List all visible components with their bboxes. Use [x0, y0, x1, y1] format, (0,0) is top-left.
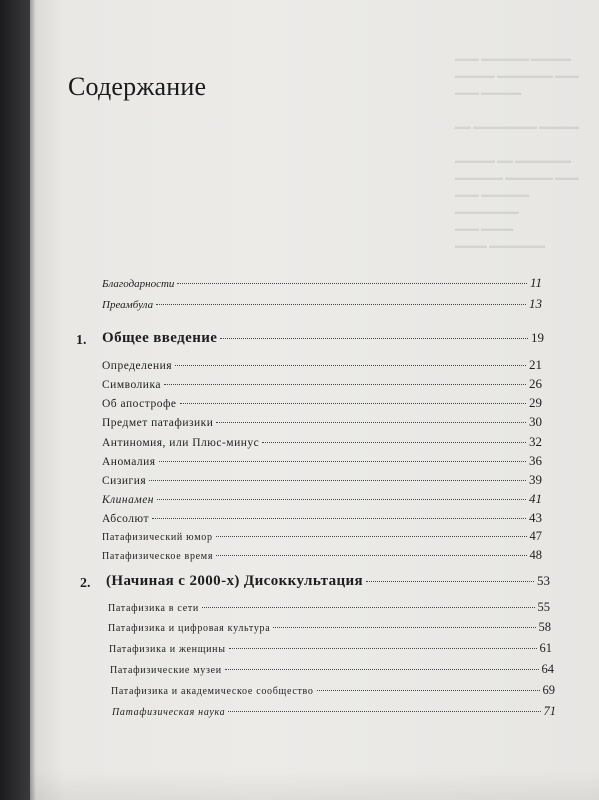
toc-entry-label: Сизигия — [102, 475, 147, 487]
toc-entry-page: 58 — [538, 620, 551, 634]
toc-entry-preamble[interactable] — [102, 296, 542, 312]
page-bottom-shadow — [30, 770, 599, 800]
toc-entry-page: 55 — [537, 600, 550, 614]
leader-dots — [220, 338, 528, 339]
toc-entry[interactable] — [102, 414, 542, 430]
toc-entry-label: Клинамен — [102, 494, 155, 506]
toc-entry[interactable] — [102, 510, 542, 526]
toc-entry-label: Патафизическая наука — [112, 707, 226, 718]
leader-dots — [216, 555, 526, 556]
toc-entry-page: 39 — [529, 472, 542, 487]
toc-entry-page: 29 — [529, 395, 542, 410]
toc-entry-page: 47 — [529, 529, 542, 543]
leader-dots — [216, 536, 527, 537]
toc-entry-page: 36 — [529, 453, 542, 468]
toc-entry-label: Патафизическое время — [102, 551, 214, 562]
toc-entry[interactable] — [108, 620, 551, 635]
toc-entry[interactable] — [102, 529, 542, 544]
toc-entry-label: Патафизика и цифровая культура — [108, 623, 271, 634]
leader-dots — [262, 442, 526, 443]
toc-chapter-1[interactable] — [102, 330, 544, 347]
toc-entry[interactable] — [102, 548, 542, 563]
leader-dots — [175, 365, 526, 366]
leader-dots — [164, 384, 526, 385]
toc-entry-page: 48 — [529, 548, 542, 562]
toc-entry-page: 43 — [529, 510, 542, 525]
toc-entry[interactable] — [102, 434, 542, 450]
toc-entry[interactable] — [108, 600, 550, 615]
toc-entry[interactable] — [112, 704, 556, 719]
toc-entry-page: 71 — [543, 704, 556, 718]
leader-dots — [149, 480, 526, 481]
page-gutter — [30, 0, 36, 800]
leader-dots — [366, 581, 534, 582]
toc-entry[interactable] — [102, 376, 542, 392]
leader-dots — [228, 711, 540, 712]
leader-dots — [202, 607, 535, 608]
toc-entry[interactable] — [102, 357, 542, 373]
chapter-title: (Начиная с 2000-х) Дисоккультация — [106, 573, 364, 589]
bleed-through-text: ▬▬▬ ▬▬▬▬▬▬ ▬▬▬▬▬ ▬▬▬▬▬ ▬▬▬▬▬▬▬ ▬▬▬ ▬▬▬ ▬▬▬▬▬ ▬▬ ▬▬▬▬▬▬▬▬ ▬▬▬▬▬ ▬▬▬▬▬ ▬▬ ▬▬▬▬▬▬▬ ▬▬▬▬▬▬ ▬▬▬▬▬▬ ▬▬▬ ▬▬▬ ▬▬▬▬▬▬ ▬▬▬▬▬▬▬▬ ▬▬▬ ▬▬▬▬ ▬▬▬▬ ▬▬▬▬▬▬▬ — [455, 54, 579, 250]
toc-chapter-2[interactable] — [106, 573, 550, 590]
toc-entry-label: Антиномия, или Плюс-минус — [102, 437, 260, 449]
chapter-title: Общее введение — [102, 330, 218, 346]
toc-entry[interactable] — [110, 662, 554, 677]
leader-dots — [177, 283, 527, 284]
toc-entry-label: Патафизика и женщины — [109, 644, 226, 655]
toc-entry-page: 13 — [529, 296, 542, 311]
toc-entry[interactable] — [102, 395, 542, 411]
leader-dots — [157, 499, 526, 500]
toc-entry-page: 64 — [541, 662, 554, 676]
leader-dots — [156, 304, 526, 305]
toc-entry-page: 69 — [542, 683, 555, 697]
toc-entry-page: 11 — [529, 275, 542, 290]
leader-dots — [180, 403, 526, 404]
toc-entry-page: 32 — [529, 434, 542, 449]
toc-entry-label: Патафизический юмор — [102, 532, 213, 543]
toc-entry-label: Патафизические музеи — [110, 665, 222, 676]
leader-dots — [317, 690, 540, 691]
toc-entry-label: Символика — [102, 379, 161, 391]
toc-entry-page: 61 — [539, 641, 552, 655]
toc-entry-label: Преамбула — [102, 299, 154, 311]
chapter-number: 1. — [76, 333, 87, 348]
leader-dots — [216, 422, 526, 423]
toc-entry[interactable] — [109, 641, 552, 656]
leader-dots — [273, 627, 535, 628]
toc-entry-page: 26 — [529, 376, 542, 391]
toc-entry[interactable] — [111, 683, 555, 698]
toc-entry-page: 30 — [529, 414, 542, 429]
chapter-page: 53 — [537, 573, 550, 588]
toc-entry-page: 21 — [529, 357, 542, 372]
leader-dots — [229, 648, 537, 649]
toc-entry-label: Патафизика в сети — [108, 603, 199, 614]
leader-dots — [152, 518, 526, 519]
toc-entry-label: Предмет патафизики — [102, 417, 214, 429]
page-title: Содержание — [68, 72, 207, 101]
book-page — [30, 0, 599, 800]
toc-entry-page: 41 — [529, 491, 542, 506]
toc-entry-acknowledgements[interactable] — [102, 275, 542, 291]
chapter-number: 2. — [80, 576, 91, 591]
toc-entry-label: Аномалия — [102, 456, 156, 468]
toc-entry[interactable] — [102, 453, 542, 469]
chapter-page: 19 — [531, 330, 544, 345]
toc-entry-label: Патафизика и академическое сообщество — [111, 686, 314, 697]
toc-entry[interactable] — [102, 472, 542, 488]
toc-entry-label: Об апострофе — [102, 398, 177, 410]
toc-entry-label: Благодарности — [102, 278, 175, 290]
toc-entry-label: Абсолют — [102, 513, 149, 525]
toc-entry[interactable] — [102, 491, 542, 507]
leader-dots — [225, 669, 539, 670]
leader-dots — [159, 461, 526, 462]
toc-entry-label: Определения — [102, 360, 173, 372]
book-binding-shadow — [0, 0, 30, 800]
